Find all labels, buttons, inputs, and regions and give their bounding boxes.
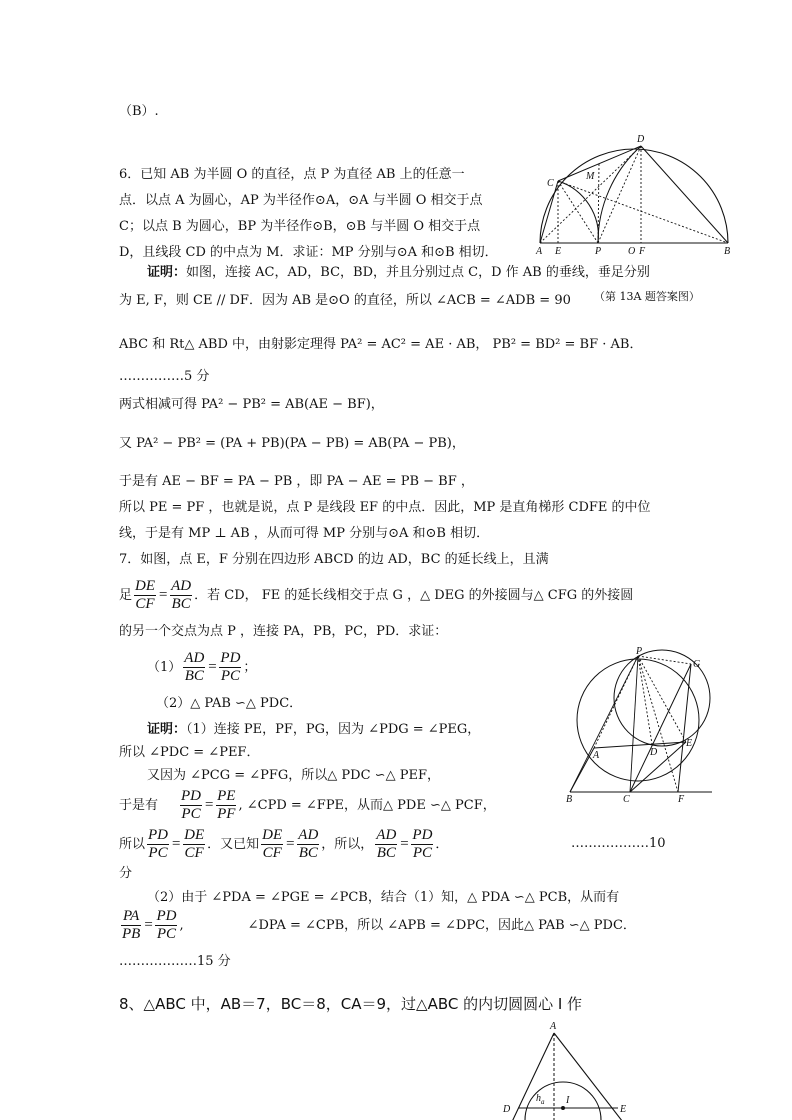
text-zu: 足 — [119, 588, 133, 603]
proof-heading: 证明： — [147, 265, 187, 280]
p6-line-6: 为 E, F，则 CE // DF．因为 AB 是⊙O 的直径，所以 ∠ACB = ∠ADB = 90 — [119, 293, 571, 308]
fig1-label-c: C — [547, 178, 554, 189]
p6-line-1: 6．已知 AB 为半圆 O 的直径，点 P 为直径 AB 上的任意一 — [119, 167, 465, 182]
p7-score-10: ………………10 — [571, 836, 666, 851]
fraction-de-cf: $\frac{DE}{CF}$ — [135, 578, 156, 612]
p6-proof-line — [147, 265, 650, 281]
p6-line-11: 于是有 AE − BF = PA − PB ，即 PA − AE = PB − BF ， — [119, 474, 474, 489]
figure-caption: （第 13A 题答案图） — [594, 290, 700, 303]
fig1-label-e: E — [555, 246, 562, 257]
p8-line-1: 8、△ABC 中，AB＝7，BC＝8，CA＝9，过△ABC 的内切圆圆心 I 作 — [119, 995, 583, 1013]
fig2-label-a: A — [593, 750, 600, 761]
fig1-label-a: A — [536, 246, 543, 257]
incircle-figure — [496, 1016, 646, 1120]
fig3-label-h: $h_a$ — [536, 1093, 545, 1106]
p7-line-2-rest: ．若 CD， FE 的延长线相交于点 G ，△ DEG 的外接圆与△ CFG 的外接圆 — [194, 588, 634, 603]
fig2-label-g: G — [693, 659, 701, 670]
fig2-label-d: D — [650, 747, 658, 758]
p7-step-4: 于是有 $\frac{PD}{PC}$ = $\frac{PE}{PF}$ , ∠CPD = ∠FPE，从而△ PDE ∽△ PCF， — [119, 788, 496, 822]
fig1-label-d: D — [637, 134, 645, 145]
fig1-label-m: M — [586, 171, 595, 182]
p7-step-1: （1）连接 PE，PF，PG，因为 ∠PDG = ∠PEG， — [186, 722, 481, 737]
fig3-label-a: A — [550, 1021, 557, 1032]
p6-line-4: D，且线段 CD 的中点为 M．求证：MP 分别与⊙A 和⊙B 相切． — [119, 245, 498, 260]
fig2-label-b: B — [566, 794, 573, 805]
p7-step-6: （2）由于 ∠PDA = ∠PGE = ∠PCB，结合（1）知，△ PDA ∽△ PCB，从而有 — [147, 890, 620, 905]
p6-score-5: ……………5 分 — [119, 369, 210, 384]
fraction-ad-bc: $\frac{AD}{BC}$ — [171, 578, 192, 612]
semicircle-figure — [528, 132, 738, 260]
fig1-label-b: B — [724, 246, 731, 257]
fig1-label-o: O — [628, 246, 636, 257]
proof-heading: 证明： — [147, 722, 187, 737]
fig2-label-e: E — [686, 738, 693, 749]
p7-step-2: 所以 ∠PDC = ∠PEF． — [119, 745, 260, 760]
equals-sign: = — [158, 587, 169, 603]
p7-claim-2: （2）△ PAB ∽△ PDC． — [156, 696, 303, 711]
p6-line-9: 两式相减可得 PA² − PB² = AB(AE − BF)， — [119, 397, 384, 412]
fig2-label-p: P — [636, 646, 643, 657]
fig2-label-f: F — [678, 794, 685, 805]
p7-line-3: 的另一个交点为点 P ，连接 PA，PB，PC，PD．求证： — [119, 624, 448, 639]
fig1-label-p: P — [595, 246, 602, 257]
p6-line-7: ABC 和 Rt△ ABD 中，由射影定理得 PA² = AC² = AE · AB， PB² = BD² = BF · AB． — [119, 337, 643, 352]
p7-step-3: 又因为 ∠PCG = ∠PFG，所以△ PDC ∽△ PEF， — [147, 768, 440, 783]
p7-line-1: 7．如图，点 E，F 分别在四边形 ABCD 的边 AD，BC 的延长线上，且满 — [119, 552, 549, 567]
p7-step-7: $\frac{PA}{PB}$ = $\frac{PD}{PC}$ , ∠DPA = ∠CPB，所以 ∠APB = ∠DPC，因此△ PAB ∽△ PDC． — [122, 908, 636, 942]
fig3-label-e: E — [620, 1104, 627, 1115]
p7-score-unit: 分 — [119, 866, 133, 881]
p6-line-5: 如图，连接 AC，AD，BC，BD，并且分别过点 C，D 作 AB 的垂线，垂足分别 — [186, 265, 650, 280]
answer-label-b: （B）. — [119, 104, 159, 119]
p7-claim-1: （1） $\frac{AD}{BC}$ = $\frac{PD}{PC}$ ； — [147, 650, 257, 684]
p6-line-12: 所以 PE = PF ，也就是说，点 P 是线段 EF 的中点．因此，MP 是直角梯形 CDFE 的中位 — [119, 500, 651, 515]
two-circles-figure — [560, 634, 736, 812]
p7-line-2 — [119, 576, 633, 615]
p6-line-3: C；以点 B 为圆心，BP 为半径作⊙B，⊙B 与半圆 O 相交于点 — [119, 219, 481, 234]
p6-line-2: 点．以点 A 为圆心，AP 为半径作⊙A，⊙A 与半圆 O 相交于点 — [119, 193, 483, 208]
p6-line-13: 线，于是有 MP ⊥ AB ，从而可得 MP 分别与⊙A 和⊙B 相切． — [119, 526, 490, 541]
fig3-label-i: I — [566, 1095, 570, 1106]
p6-line-10: 又 PA² − PB² = (PA + PB)(PA − PB) = AB(PA − PB)， — [119, 436, 465, 451]
p7-score-15: ………………15 分 — [119, 954, 231, 969]
p7-step-5: 所以 $\frac{PD}{PC}$ = $\frac{DE}{CF}$ ．又已知 $\frac{DE}{CF}$ = $\frac{AD}{BC}$ ，所以， $\frac{AD}{BC}$ = $\frac{PD}{PC}$ ． — [119, 827, 449, 861]
fig3-label-d: D — [503, 1104, 511, 1115]
p7-proof-line — [147, 722, 480, 738]
fig2-label-c: C — [623, 794, 630, 805]
fig1-label-f: F — [639, 246, 646, 257]
